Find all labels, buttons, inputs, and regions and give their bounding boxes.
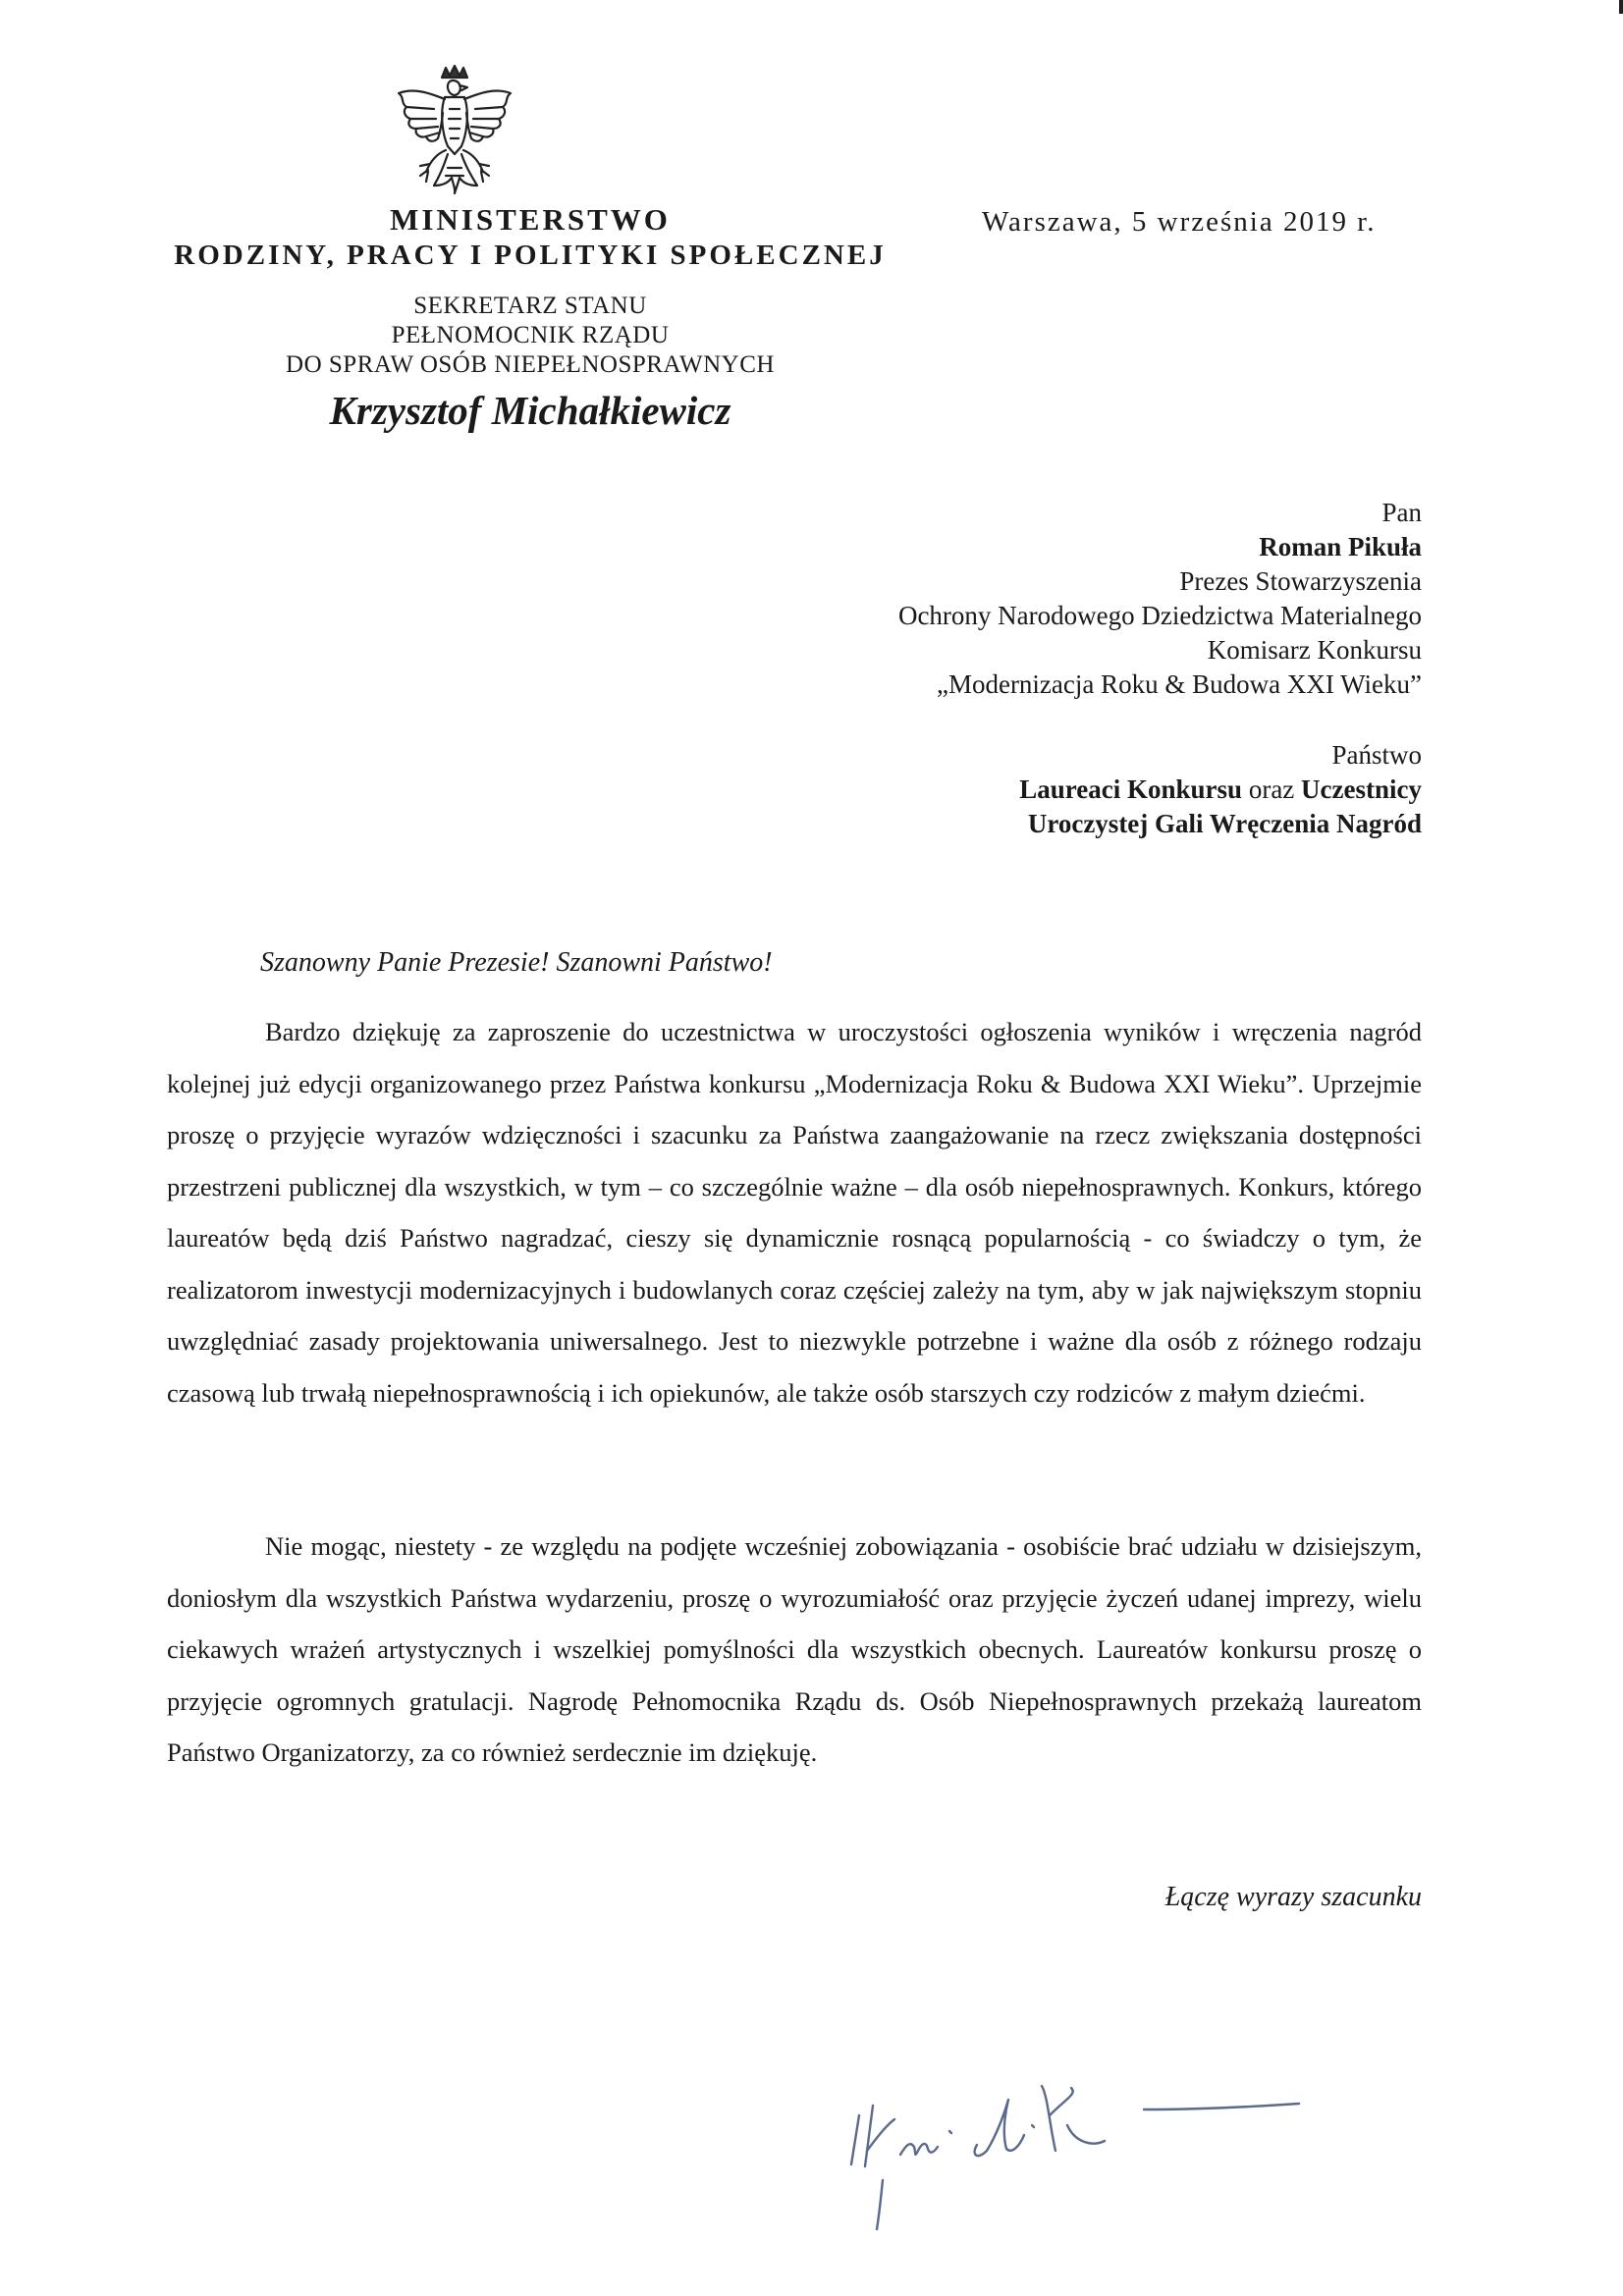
recipient2-conj: oraz xyxy=(1242,774,1302,804)
position-line2: PEŁNOMOCNIK RZĄDU xyxy=(391,322,670,348)
position-line3: DO SPRAW OSÓB NIEPEŁNOSPRAWNYCH xyxy=(286,351,775,378)
position-line1: SEKRETARZ STANU xyxy=(413,293,647,319)
recipient2-laureates: Laureaci Konkursu xyxy=(1019,774,1243,804)
official-name: Krzysztof Michałkiewicz xyxy=(329,388,731,433)
closing-phrase: Łączę wyrazy szacunku xyxy=(1164,1882,1422,1912)
scan-edge-mark xyxy=(1619,0,1623,14)
recipient2-line1 xyxy=(1019,773,1422,807)
polish-eagle-emblem-icon xyxy=(391,64,518,201)
recipient1-line4: „Modernizacja Roku & Budowa XXI Wieku” xyxy=(936,669,1422,699)
greeting: Szanowny Panie Prezesie! Szanowni Państwo! xyxy=(260,947,773,978)
recipient2-salutation: Państwo xyxy=(1331,740,1422,770)
recipient2-participants: Uczestnicy xyxy=(1301,774,1422,804)
recipient1-salutation: Pan xyxy=(1381,498,1422,527)
handwritten-signature xyxy=(839,1978,1389,2233)
recipient2-gala: Uroczystej Gali Wręczenia Nagród xyxy=(1027,809,1422,838)
place-date: Warszawa, 5 września 2019 r. xyxy=(982,206,1377,238)
paragraph-2-text: Nie mogąc, niestety - ze względu na podjęte wcześniej zobowiązania - osobiście brać udziału w dzisiejszym, doniosłym dla wszystkich Państwa wydarzeniu, proszę o wyrozumiałość oraz przyjęcie życzeń udanej imprezy, wielu ciekawych wrażeń artystycznych i wszelkiej pomyślności dla wszystkich obecnych. Laureatów konkursu proszę o przyjęcie ogromnych gratulacji. Nagrodę Pełnomocnika Rządu ds. Osób Niepełnosprawnych przekażą laureatom Państwo Organizatorzy, za co również serdecznie im dziękuję. xyxy=(167,1531,1422,1767)
ministry-name-line1: MINISTERSTWO xyxy=(390,202,671,237)
recipient-block-2 xyxy=(1019,738,1422,841)
recipient1-line1: Prezes Stowarzyszenia xyxy=(1179,566,1422,596)
ministry-name-line2: RODZINY, PRACY I POLITYKI SPOŁECZNEJ xyxy=(174,240,887,271)
recipient1-line2: Ochrony Narodowego Dziedzictwa Materialnego xyxy=(897,601,1422,630)
paragraph-1-text: Bardzo dziękuję za zaproszenie do uczestnictwa w uroczystości ogłoszenia wyników i wręczenia nagród kolejnej już edycji organizowanego przez Państwa konkursu „Modernizacja Roku & Budowa XXI Wieku”. Uprzejmie proszę o przyjęcie wyrazów wdzięczności i szacunku za Państwa zaangażowanie na rzecz zwiększania dostępności przestrzeni publicznej dla wszystkich, w tym – co szczególnie ważne – dla osób niepełnosprawnych. Konkurs, którego laureatów będą dziś Państwo nagradzać, cieszy się dynamicznie rosnącą popularnością - co świadczy o tym, że realizatorom inwestycji modernizacyjnych i budowlanych coraz częściej zależy na tym, aby w jak największym stopniu uwzględniać zasady projektowania uniwersalnego. Jest to niezwykle potrzebne i ważne dla osób z różnego rodzaju czasową lub trwałą niepełnosprawnością i ich opiekunów, ale także osób starszych czy rodziców z małym dziećmi. xyxy=(167,1017,1422,1408)
recipient-block-1 xyxy=(898,496,1422,702)
paragraph-1 xyxy=(167,1006,1422,1418)
paragraph-2 xyxy=(167,1521,1422,1779)
recipient1-name: Roman Pikuła xyxy=(1259,532,1422,561)
recipient1-line3: Komisarz Konkursu xyxy=(1207,635,1422,665)
